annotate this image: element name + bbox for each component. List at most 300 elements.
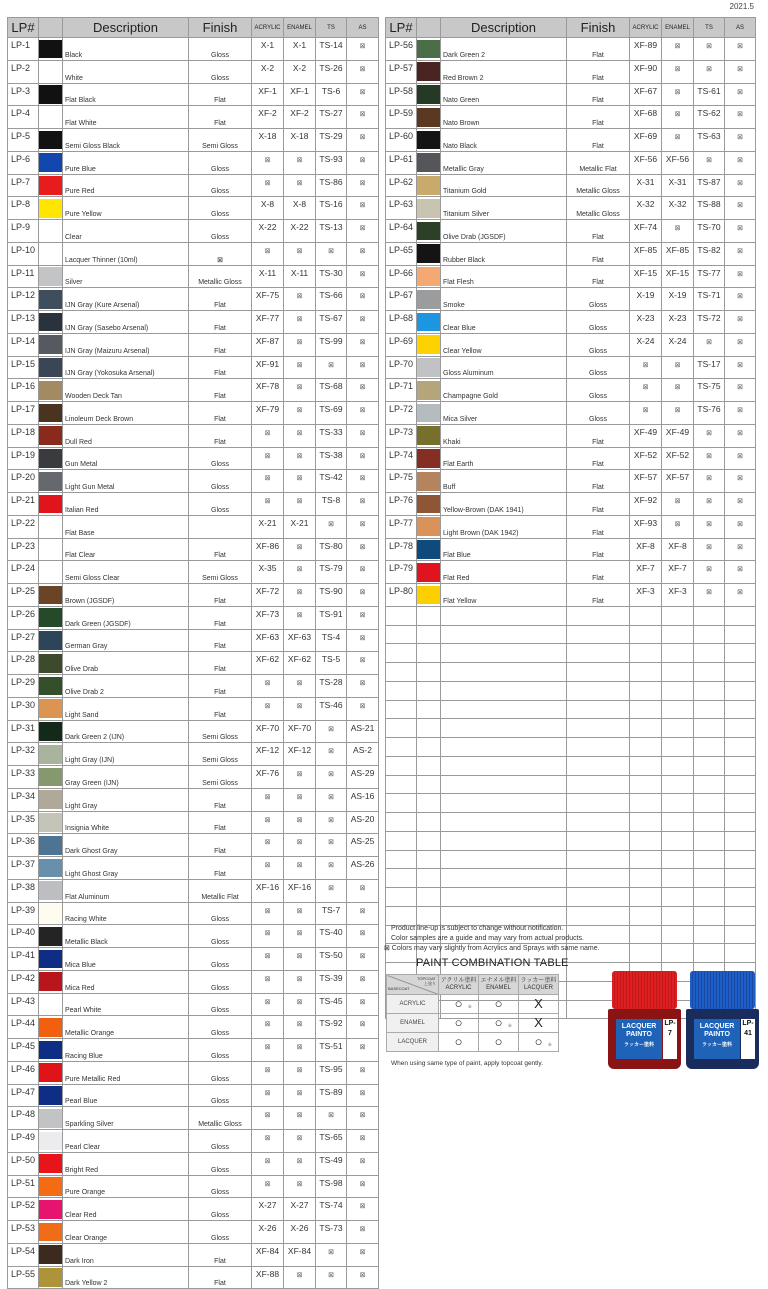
incompatible-mark: X — [534, 1015, 543, 1030]
enamel-code: ⊠ — [662, 220, 694, 243]
empty-cell — [386, 831, 417, 850]
description: Dark Green 2 — [441, 38, 567, 61]
finish: Gloss — [189, 493, 252, 516]
empty-cell — [630, 869, 662, 888]
empty-cell — [662, 888, 694, 907]
as-code: ⊠ — [347, 493, 379, 516]
lp-number: LP-67 — [386, 288, 417, 311]
finish: Flat — [567, 515, 630, 538]
empty-cell — [441, 813, 567, 832]
acrylic-code: ⊠ — [252, 811, 284, 834]
ts-code: TS-91 — [316, 606, 347, 629]
empty-cell — [725, 906, 756, 925]
color-swatch — [39, 811, 63, 834]
ts-code: ⊠ — [694, 424, 725, 447]
empty-cell — [694, 681, 725, 700]
lp-number: LP-29 — [8, 675, 39, 698]
as-code: ⊠ — [347, 1107, 379, 1130]
acrylic-code: X-2 — [252, 60, 284, 83]
table-row — [8, 356, 379, 379]
acrylic-code: X-23 — [630, 311, 662, 334]
color-swatch-fill — [39, 313, 62, 332]
acrylic-code: XF-79 — [252, 402, 284, 425]
empty-cell — [567, 644, 630, 663]
as-code: ⊠ — [347, 1016, 379, 1039]
as-code: ⊠ — [725, 584, 756, 607]
empty-row — [386, 644, 756, 663]
ts-code: TS-93 — [316, 151, 347, 174]
product-jar-lp41 — [686, 967, 759, 1077]
finish: Flat — [189, 538, 252, 561]
finish: Semi Gloss — [189, 720, 252, 743]
color-swatch — [417, 402, 441, 425]
acrylic-code: ⊠ — [252, 1130, 284, 1153]
ts-code: TS-17 — [694, 356, 725, 379]
empty-cell — [441, 700, 567, 719]
enamel-code: X-18 — [284, 129, 316, 152]
empty-cell — [567, 756, 630, 775]
lp-number: LP-12 — [8, 288, 39, 311]
acrylic-code: XF-74 — [630, 220, 662, 243]
table-row — [8, 38, 379, 61]
description: Bright Red — [63, 1152, 189, 1175]
empty-row — [386, 869, 756, 888]
color-swatch-fill — [39, 176, 62, 195]
acrylic-code: X-8 — [252, 197, 284, 220]
color-swatch — [39, 879, 63, 902]
color-swatch-fill — [39, 608, 62, 627]
empty-cell — [630, 850, 662, 869]
ts-code: ⊠ — [694, 493, 725, 516]
empty-row — [386, 888, 756, 907]
table-row — [8, 60, 379, 83]
ts-code: TS-30 — [316, 265, 347, 288]
finish: Semi Gloss — [189, 129, 252, 152]
ts-code: ⊠ — [316, 720, 347, 743]
color-swatch — [39, 902, 63, 925]
enamel-code: ⊠ — [284, 379, 316, 402]
table-row — [8, 447, 379, 470]
color-swatch-fill — [417, 335, 440, 354]
table-row — [8, 197, 379, 220]
table-row — [8, 561, 379, 584]
empty-cell — [725, 775, 756, 794]
enamel-code: XF-52 — [662, 447, 694, 470]
empty-cell — [725, 625, 756, 644]
combo-row — [387, 1014, 559, 1033]
table-header — [386, 18, 756, 38]
as-code: AS-21 — [347, 720, 379, 743]
table-row — [8, 424, 379, 447]
description: Mica Blue — [63, 948, 189, 971]
enamel-code: ⊠ — [284, 470, 316, 493]
acrylic-code: X-35 — [252, 561, 284, 584]
enamel-code: XF-2 — [284, 106, 316, 129]
table-row — [386, 493, 756, 516]
empty-row — [386, 794, 756, 813]
table-row — [8, 948, 379, 971]
col-acrylic: ACRYLIC — [630, 18, 662, 38]
as-code: ⊠ — [725, 379, 756, 402]
description: Clear Red — [63, 1198, 189, 1221]
color-swatch — [39, 379, 63, 402]
table-row — [8, 538, 379, 561]
as-code: ⊠ — [347, 515, 379, 538]
empty-row — [386, 775, 756, 794]
empty-cell — [630, 606, 662, 625]
color-swatch — [39, 60, 63, 83]
acrylic-code: ⊠ — [252, 788, 284, 811]
color-swatch-fill — [39, 995, 62, 1014]
combo-cell — [519, 1033, 559, 1052]
enamel-code: XF-49 — [662, 424, 694, 447]
col-lp: LP# — [386, 18, 417, 38]
enamel-code: X-8 — [284, 197, 316, 220]
color-swatch — [417, 220, 441, 243]
empty-cell — [694, 869, 725, 888]
color-swatch — [39, 629, 63, 652]
corner-basecoat: BASECOAT — [388, 986, 410, 991]
lp-number: LP-10 — [8, 242, 39, 265]
acrylic-code: XF-84 — [252, 1243, 284, 1266]
empty-cell — [694, 794, 725, 813]
table-row — [386, 538, 756, 561]
ts-code: TS-72 — [694, 311, 725, 334]
color-swatch — [39, 1039, 63, 1062]
ts-code: TS-90 — [316, 584, 347, 607]
color-swatch — [417, 60, 441, 83]
empty-cell — [567, 813, 630, 832]
as-code: ⊠ — [347, 197, 379, 220]
as-code: ⊠ — [347, 629, 379, 652]
combo-cell — [519, 1014, 559, 1033]
lp-number: LP-36 — [8, 834, 39, 857]
table-row — [386, 447, 756, 470]
empty-cell — [662, 925, 694, 944]
empty-cell — [567, 681, 630, 700]
empty-cell — [386, 663, 417, 682]
ts-code: ⊠ — [694, 470, 725, 493]
acrylic-code: XF-69 — [630, 129, 662, 152]
note-colors: ⊠ Colors may vary slightly from Acrylics and Sprays with same name. — [384, 945, 600, 952]
acrylic-code: XF-57 — [630, 470, 662, 493]
color-swatch-fill — [39, 1154, 62, 1173]
lp-number: LP-41 — [8, 948, 39, 971]
table-row — [8, 311, 379, 334]
ts-code: TS-8 — [316, 493, 347, 516]
lp-number: LP-53 — [8, 1221, 39, 1244]
finish: Flat — [189, 1243, 252, 1266]
color-swatch — [417, 242, 441, 265]
enamel-code: ⊠ — [284, 151, 316, 174]
table-row — [8, 129, 379, 152]
empty-cell — [386, 794, 417, 813]
color-swatch — [417, 561, 441, 584]
note-samples: Color samples are a guide and may vary from actual products. — [391, 935, 584, 942]
acrylic-code: XF-52 — [630, 447, 662, 470]
description: Dark Iron — [63, 1243, 189, 1266]
finish: Flat — [567, 447, 630, 470]
lp-number: LP-7 — [8, 174, 39, 197]
acrylic-code: ⊠ — [252, 493, 284, 516]
as-code: ⊠ — [347, 106, 379, 129]
empty-cell — [662, 794, 694, 813]
empty-cell — [386, 625, 417, 644]
empty-cell — [662, 944, 694, 963]
enamel-code: ⊠ — [284, 1084, 316, 1107]
empty-row — [386, 663, 756, 682]
finish: Metallic Gloss — [189, 265, 252, 288]
table-row — [8, 788, 379, 811]
empty-cell — [694, 775, 725, 794]
combo-row — [387, 1033, 559, 1052]
ts-code: ⊠ — [316, 356, 347, 379]
table-row — [8, 1107, 379, 1130]
enamel-code: ⊠ — [662, 129, 694, 152]
color-swatch-fill — [39, 426, 62, 445]
table-row — [8, 1221, 379, 1244]
color-swatch-fill — [39, 404, 62, 423]
table-row — [8, 174, 379, 197]
ts-code: TS-7 — [316, 902, 347, 925]
empty-row — [386, 850, 756, 869]
description: Olive Drab 2 — [63, 675, 189, 698]
empty-cell — [725, 944, 756, 963]
color-swatch-fill — [39, 768, 62, 787]
acrylic-code: ⊠ — [252, 834, 284, 857]
paint-combination-table — [386, 974, 559, 1052]
acrylic-code: XF-7 — [630, 561, 662, 584]
empty-cell — [694, 850, 725, 869]
lp-number: LP-15 — [8, 356, 39, 379]
color-swatch-fill — [417, 426, 440, 445]
enamel-code: ⊠ — [284, 606, 316, 629]
enamel-code: ⊠ — [662, 83, 694, 106]
description: Pure Metallic Red — [63, 1061, 189, 1084]
enamel-code: ⊠ — [284, 174, 316, 197]
enamel-code: ⊠ — [284, 288, 316, 311]
finish: Flat — [567, 242, 630, 265]
as-code: ⊠ — [725, 197, 756, 220]
empty-cell — [630, 700, 662, 719]
ts-code: TS-99 — [316, 333, 347, 356]
color-swatch — [39, 697, 63, 720]
ts-code: TS-51 — [316, 1039, 347, 1062]
finish: Metallic Flat — [189, 879, 252, 902]
compatible-mark: ○ — [494, 1015, 503, 1030]
acrylic-code: XF-68 — [630, 106, 662, 129]
acrylic-code: XF-72 — [252, 584, 284, 607]
color-swatch — [39, 720, 63, 743]
empty-cell — [662, 813, 694, 832]
acrylic-code: ⊠ — [252, 857, 284, 880]
enamel-code: ⊠ — [284, 1130, 316, 1153]
ts-code: TS-27 — [316, 106, 347, 129]
color-swatch — [39, 288, 63, 311]
compatible-mark: ○ — [454, 1015, 463, 1030]
description: Metallic Orange — [63, 1016, 189, 1039]
enamel-code: ⊠ — [284, 1266, 316, 1289]
color-swatch-fill — [39, 449, 62, 468]
empty-cell — [630, 925, 662, 944]
description: Light Gray (IJN) — [63, 743, 189, 766]
description: Nato Brown — [441, 106, 567, 129]
color-swatch-fill — [39, 131, 62, 150]
lp-number: LP-3 — [8, 83, 39, 106]
lp-number: LP-47 — [8, 1084, 39, 1107]
ts-code: TS-38 — [316, 447, 347, 470]
lp-number: LP-49 — [8, 1130, 39, 1153]
enamel-code: ⊠ — [284, 925, 316, 948]
ts-code: TS-79 — [316, 561, 347, 584]
lp-number: LP-28 — [8, 652, 39, 675]
color-swatch-fill — [39, 472, 62, 491]
acrylic-code: XF-63 — [252, 629, 284, 652]
color-swatch-fill — [39, 950, 62, 969]
empty-cell — [417, 663, 441, 682]
enamel-code: X-32 — [662, 197, 694, 220]
color-swatch-fill — [39, 1109, 62, 1128]
ts-code: TS-66 — [316, 288, 347, 311]
lp-number: LP-4 — [8, 106, 39, 129]
table-row — [8, 151, 379, 174]
empty-cell — [567, 663, 630, 682]
enamel-code: X-19 — [662, 288, 694, 311]
finish: Gloss — [189, 970, 252, 993]
table-row — [8, 1016, 379, 1039]
color-swatch — [417, 129, 441, 152]
enamel-code: XF-12 — [284, 743, 316, 766]
color-swatch — [39, 106, 63, 129]
acrylic-code: XF-56 — [630, 151, 662, 174]
empty-cell — [417, 850, 441, 869]
as-code: AS-2 — [347, 743, 379, 766]
as-code: ⊠ — [725, 470, 756, 493]
ts-code: TS-68 — [316, 379, 347, 402]
table-row — [8, 515, 379, 538]
table-row — [8, 766, 379, 789]
jar-code: LP-7 — [663, 1019, 677, 1059]
combo-cell — [519, 995, 559, 1014]
enamel-code: X-24 — [662, 333, 694, 356]
as-code: ⊠ — [725, 333, 756, 356]
description: Clear Orange — [63, 1221, 189, 1244]
enamel-code: X-23 — [662, 311, 694, 334]
ts-code: ⊠ — [694, 60, 725, 83]
empty-cell — [441, 756, 567, 775]
compatible-mark: ○ — [494, 996, 503, 1011]
description: Flat Yellow — [441, 584, 567, 607]
empty-cell — [441, 850, 567, 869]
ts-code: ⊠ — [316, 834, 347, 857]
ts-code: TS-39 — [316, 970, 347, 993]
table-row — [386, 379, 756, 402]
empty-row — [386, 756, 756, 775]
acrylic-code: ⊠ — [252, 675, 284, 698]
empty-cell — [725, 850, 756, 869]
lp-number: LP-40 — [8, 925, 39, 948]
table-row — [386, 333, 756, 356]
lp-number: LP-61 — [386, 151, 417, 174]
enamel-code: X-11 — [284, 265, 316, 288]
empty-cell — [567, 606, 630, 625]
empty-cell — [725, 606, 756, 625]
ts-code: ⊠ — [316, 515, 347, 538]
table-row — [386, 402, 756, 425]
empty-cell — [441, 831, 567, 850]
empty-cell — [630, 738, 662, 757]
acrylic-code: ⊠ — [252, 1175, 284, 1198]
lp-number: LP-78 — [386, 538, 417, 561]
color-swatch-fill — [39, 540, 62, 559]
acrylic-code: ⊠ — [630, 402, 662, 425]
color-swatch-fill — [417, 586, 440, 605]
empty-cell — [441, 644, 567, 663]
jar-label: LACQUER PAINTO ラッカー塗料 — [694, 1019, 740, 1059]
corner-topcoat: TOPCOAT — [417, 976, 436, 981]
as-code: ⊠ — [347, 60, 379, 83]
empty-cell — [725, 925, 756, 944]
acrylic-code: X-24 — [630, 333, 662, 356]
table-row — [8, 652, 379, 675]
color-swatch-fill — [417, 131, 440, 150]
color-swatch-fill — [417, 358, 440, 377]
enamel-code: ⊠ — [284, 788, 316, 811]
empty-cell — [567, 719, 630, 738]
enamel-code: XF-56 — [662, 151, 694, 174]
as-code: ⊠ — [725, 515, 756, 538]
finish: Gloss — [189, 151, 252, 174]
color-swatch-fill — [39, 1132, 62, 1151]
color-swatch — [39, 1175, 63, 1198]
ts-code: ⊠ — [694, 515, 725, 538]
table-row — [8, 993, 379, 1016]
enamel-code: X-1 — [284, 38, 316, 61]
empty-row — [386, 700, 756, 719]
empty-cell — [441, 888, 567, 907]
empty-cell — [417, 888, 441, 907]
table-row — [8, 629, 379, 652]
color-swatch — [39, 83, 63, 106]
color-swatch-fill — [39, 267, 62, 286]
description: Dark Ghost Gray — [63, 834, 189, 857]
empty-cell — [567, 831, 630, 850]
enamel-code: ⊠ — [284, 857, 316, 880]
col-lp: LP# — [8, 18, 39, 38]
empty-cell — [662, 681, 694, 700]
finish: Gloss — [189, 470, 252, 493]
finish: Flat — [189, 333, 252, 356]
finish: Flat — [189, 652, 252, 675]
acrylic-code: X-22 — [252, 220, 284, 243]
col-finish: Finish — [189, 18, 252, 38]
empty-cell — [441, 681, 567, 700]
acrylic-code: X-31 — [630, 174, 662, 197]
ts-code: ⊠ — [316, 743, 347, 766]
enamel-code: X-22 — [284, 220, 316, 243]
color-swatch-fill — [39, 745, 62, 764]
paint-table-right — [385, 17, 756, 1019]
jar-cap — [612, 971, 677, 1009]
ts-code: TS-29 — [316, 129, 347, 152]
finish: Gloss — [189, 174, 252, 197]
acrylic-code: XF-3 — [630, 584, 662, 607]
color-swatch — [39, 1198, 63, 1221]
finish: Flat — [189, 83, 252, 106]
enamel-code: ⊠ — [284, 1061, 316, 1084]
empty-cell — [386, 644, 417, 663]
empty-row — [386, 738, 756, 757]
